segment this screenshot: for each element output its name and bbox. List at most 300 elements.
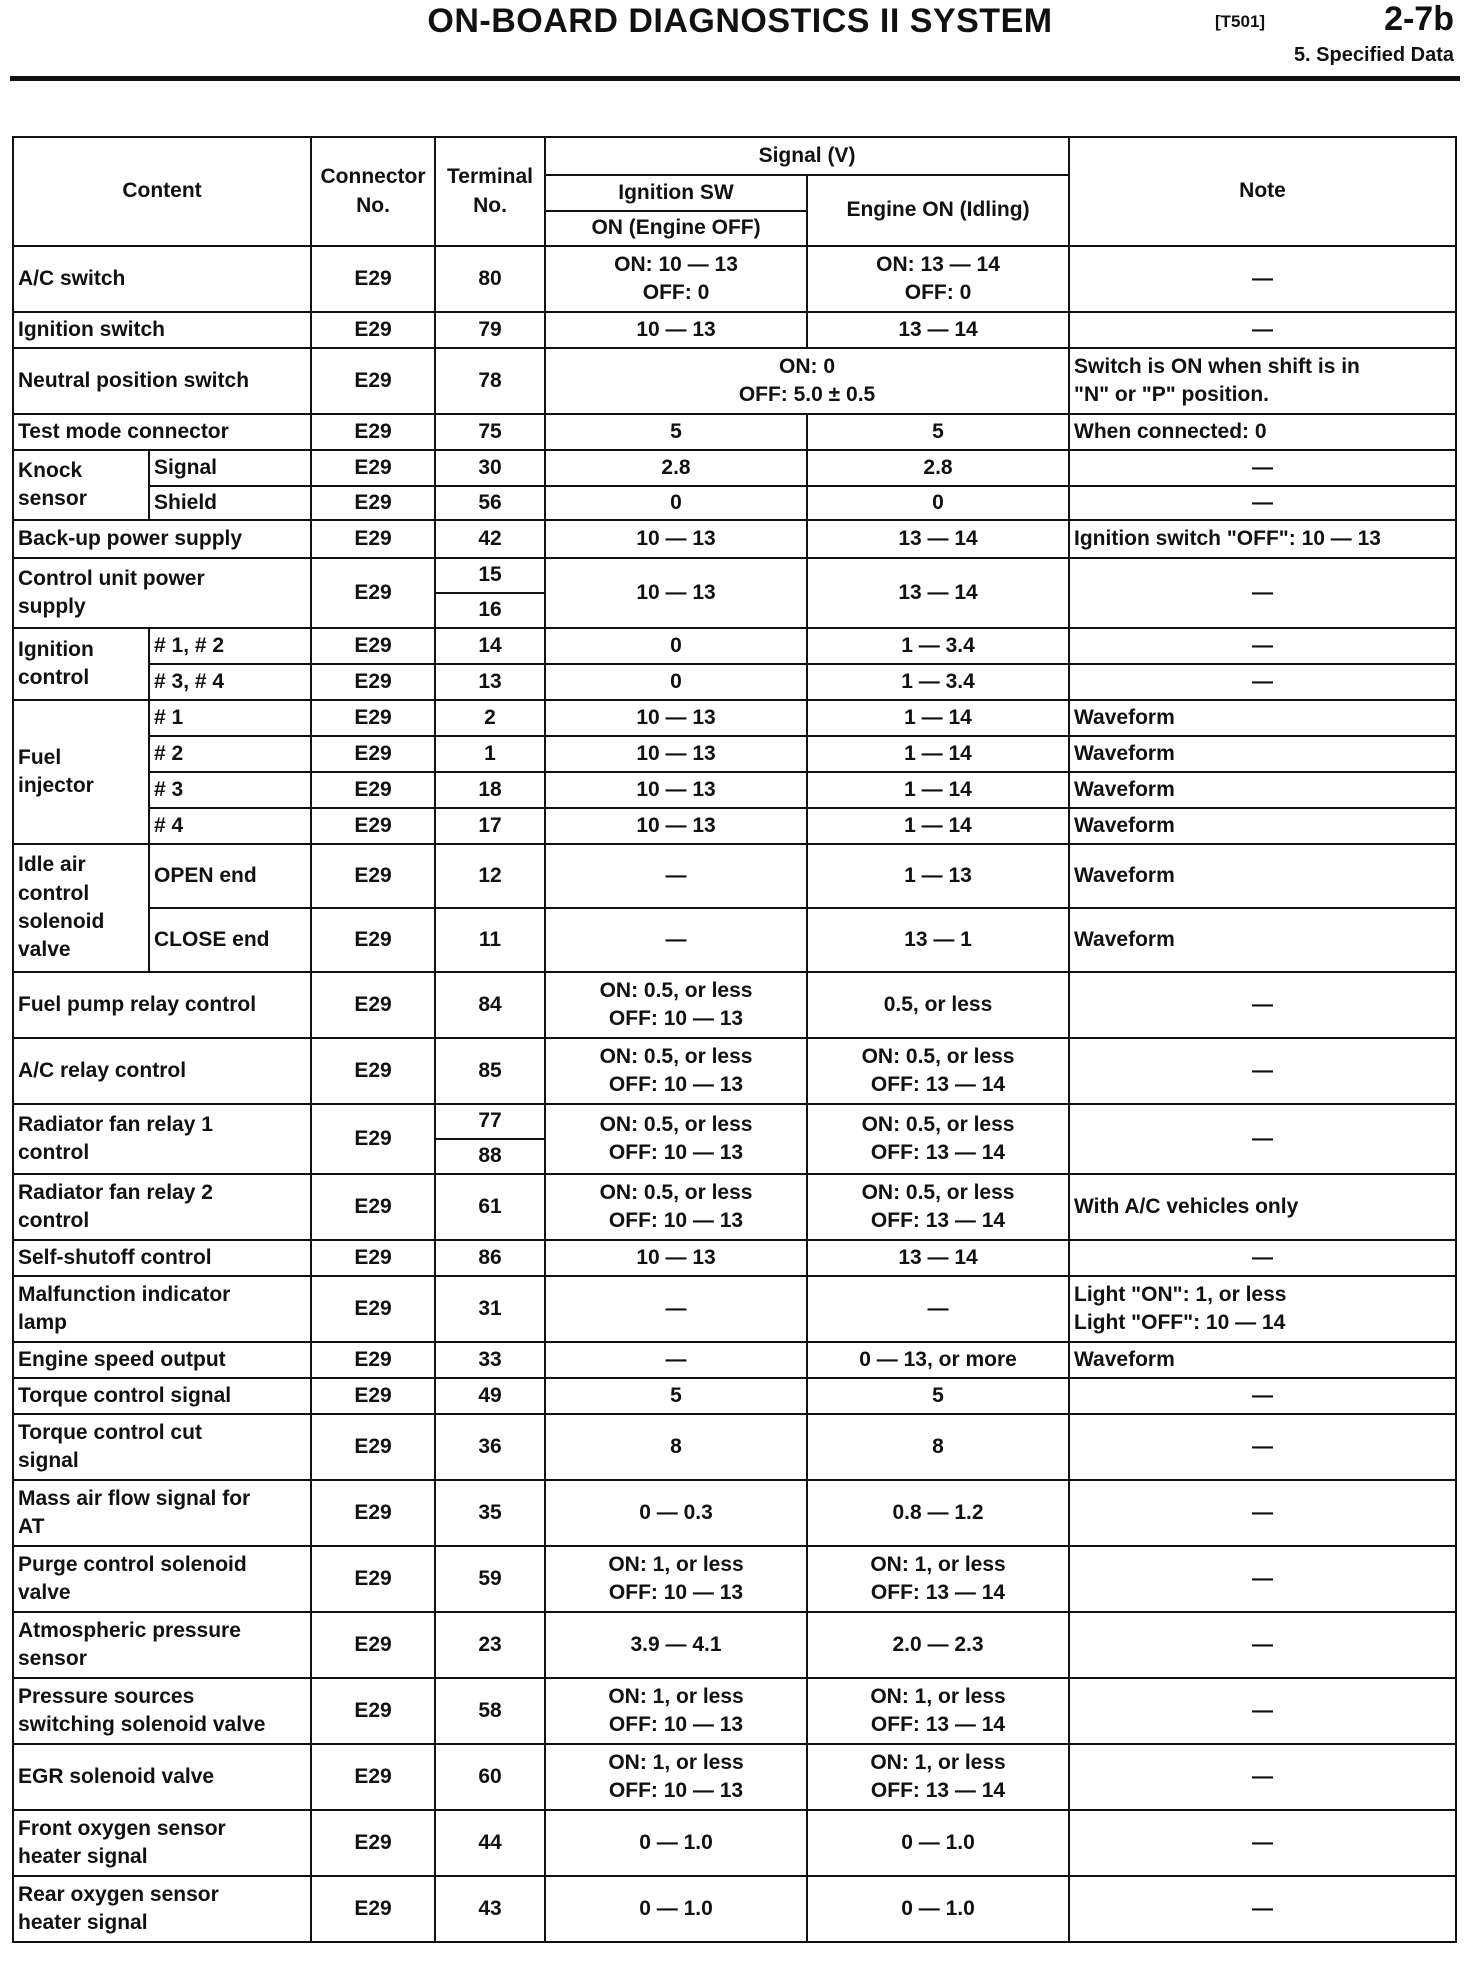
cell-text-line: ON: 1, or less [608, 1552, 744, 1576]
table-row [13, 312, 1456, 348]
table-cell: — [545, 1342, 807, 1378]
table-cell: 3.9 — 4.1 [545, 1612, 807, 1678]
cell-text-line: Ignition [18, 637, 94, 661]
table-cell: 13 — 1 [807, 908, 1069, 972]
cell-text-line: Mass air flow signal for [18, 1486, 251, 1510]
table-cell [1069, 348, 1456, 414]
table-cell: E29 [311, 972, 435, 1038]
table-cell: E29 [311, 486, 435, 520]
table-header-row [13, 137, 1456, 175]
header-on-engine-off: ON (Engine OFF) [545, 211, 807, 246]
cell-text-line: OFF: 10 — 13 [608, 1779, 744, 1802]
table-cell: — [1069, 1876, 1456, 1942]
table-row [13, 1276, 1456, 1342]
cell-text-line: heater signal [18, 1911, 148, 1934]
cell-text-line: supply [18, 595, 86, 618]
table-cell: E29 [311, 1378, 435, 1414]
table-cell [13, 1276, 311, 1342]
table-cell: 77 [435, 1104, 545, 1139]
table-cell: 49 [435, 1378, 545, 1414]
table-cell: E29 [311, 1174, 435, 1240]
cell-text-line: valve [18, 1581, 71, 1604]
table-cell: Waveform [1069, 908, 1456, 972]
table-cell: 0.5, or less [807, 972, 1069, 1038]
table-cell: 1 [435, 736, 545, 772]
table-cell: 23 [435, 1612, 545, 1678]
table-row [13, 628, 1456, 664]
table-cell: — [1069, 1810, 1456, 1876]
table-cell [545, 1038, 807, 1104]
table-cell: 0 — 13, or more [807, 1342, 1069, 1378]
table-cell: 0.8 — 1.2 [807, 1480, 1069, 1546]
table-cell: E29 [311, 348, 435, 414]
table-cell: 59 [435, 1546, 545, 1612]
table-cell: Waveform [1069, 772, 1456, 808]
table-cell: 33 [435, 1342, 545, 1378]
table-cell: 13 — 14 [807, 312, 1069, 348]
cell-text-line: ON: 0.5, or less [861, 1112, 1015, 1136]
cell-text-line: Idle air [18, 853, 86, 877]
table-row [13, 972, 1456, 1038]
cell-text-line: OFF: 10 — 13 [608, 1007, 744, 1030]
table-cell: 13 — 14 [807, 520, 1069, 558]
header-ignition-sw: Ignition SW [545, 175, 807, 211]
table-cell: # 1, # 2 [149, 628, 311, 664]
table-cell: 5 [807, 1378, 1069, 1414]
table-cell: E29 [311, 844, 435, 908]
header-terminal [435, 137, 545, 246]
table-cell: 43 [435, 1876, 545, 1942]
cell-text-line: OFF: 10 — 13 [608, 1073, 744, 1096]
table-cell: — [1069, 1480, 1456, 1546]
table-cell: 10 — 13 [545, 1240, 807, 1276]
cell-text-line: Purge control solenoid [18, 1552, 247, 1576]
cell-text-line: Control unit power [18, 566, 205, 590]
table-cell: 10 — 13 [545, 736, 807, 772]
table-cell [13, 1414, 311, 1480]
table-cell: — [1069, 246, 1456, 312]
table-cell: E29 [311, 1810, 435, 1876]
table-cell: 42 [435, 520, 545, 558]
cell-text-line: ON: 0.5, or less [599, 978, 753, 1002]
table-cell [807, 1546, 1069, 1612]
table-cell: EGR solenoid valve [13, 1744, 311, 1810]
table-cell [13, 1678, 311, 1744]
cell-text-line: Knock [18, 458, 83, 482]
table-cell: 44 [435, 1810, 545, 1876]
table-cell: E29 [311, 520, 435, 558]
table-cell: E29 [311, 700, 435, 736]
table-cell: E29 [311, 1038, 435, 1104]
table-cell: E29 [311, 736, 435, 772]
table-cell [13, 558, 311, 628]
table-cell: When connected: 0 [1069, 414, 1456, 450]
table-cell: 60 [435, 1744, 545, 1810]
table-cell: E29 [311, 1240, 435, 1276]
table-cell: E29 [311, 312, 435, 348]
table-cell: E29 [311, 558, 435, 628]
cell-text-line: ON: 13 — 14 [876, 252, 1000, 276]
cell-text-line: Pressure sources [18, 1684, 195, 1708]
table-cell: 2.0 — 2.3 [807, 1612, 1069, 1678]
table-cell: Shield [149, 486, 311, 520]
table-cell: With A/C vehicles only [1069, 1174, 1456, 1240]
table-cell [545, 1104, 807, 1174]
table-cell: Waveform [1069, 808, 1456, 844]
table-cell: 35 [435, 1480, 545, 1546]
cell-text-line: Front oxygen sensor [18, 1816, 226, 1840]
table-cell [13, 1546, 311, 1612]
table-cell: — [1069, 1104, 1456, 1174]
cell-text-line: Light "ON": 1, or less [1074, 1282, 1287, 1306]
table-cell [13, 1810, 311, 1876]
table-cell: 8 [807, 1414, 1069, 1480]
header-engine-on: Engine ON (Idling) [807, 175, 1069, 246]
table-row [13, 1174, 1456, 1240]
cell-text-line: Connector [320, 165, 426, 189]
cell-text-line: OFF: 10 — 13 [608, 1141, 744, 1164]
table-cell: A/C switch [13, 246, 311, 312]
table-cell: 11 [435, 908, 545, 972]
table-cell: A/C relay control [13, 1038, 311, 1104]
table-cell [1069, 1276, 1456, 1342]
table-cell: E29 [311, 1414, 435, 1480]
table-row [13, 1876, 1456, 1942]
table-cell: Signal [149, 450, 311, 486]
table-cell: 5 [545, 1378, 807, 1414]
table-cell: 10 — 13 [545, 808, 807, 844]
cell-text-line: solenoid [18, 910, 105, 933]
header-connector [311, 137, 435, 246]
table-row [13, 808, 1456, 844]
table-cell: — [545, 1276, 807, 1342]
table-row [13, 1480, 1456, 1546]
table-cell: Neutral position switch [13, 348, 311, 414]
cell-text-line: ON: 0.5, or less [861, 1044, 1015, 1068]
table-cell: 5 [545, 414, 807, 450]
table-cell: 2.8 [807, 450, 1069, 486]
cell-text-line: OFF: 0 [642, 281, 710, 304]
cell-text-line: OFF: 13 — 14 [870, 1209, 1006, 1232]
table-cell: E29 [311, 664, 435, 700]
table-cell: — [1069, 1038, 1456, 1104]
table-cell [545, 1174, 807, 1240]
table-row [13, 1546, 1456, 1612]
page-number: 2-7b [1384, 0, 1454, 38]
table-cell [545, 972, 807, 1038]
table-row [13, 1612, 1456, 1678]
table-cell: Waveform [1069, 844, 1456, 908]
table-cell [545, 1546, 807, 1612]
table-cell [13, 844, 149, 972]
page-title: ON-BOARD DIAGNOSTICS II SYSTEM [427, 2, 1053, 40]
cell-text-line: OFF: 13 — 14 [870, 1779, 1006, 1802]
table-row [13, 1744, 1456, 1810]
table-row [13, 348, 1456, 414]
table-cell: 1 — 3.4 [807, 628, 1069, 664]
table-cell: 14 [435, 628, 545, 664]
table-cell: E29 [311, 772, 435, 808]
table-cell [545, 1744, 807, 1810]
table-cell: 17 [435, 808, 545, 844]
table-row [13, 486, 1456, 520]
table-cell: E29 [311, 1104, 435, 1174]
table-cell: 0 — 0.3 [545, 1480, 807, 1546]
cell-text-line: Torque control cut [18, 1420, 202, 1444]
table-cell: Ignition switch [13, 312, 311, 348]
table-cell: E29 [311, 1342, 435, 1378]
cell-text-line: OFF: 13 — 14 [870, 1581, 1006, 1604]
table-row [13, 1104, 1456, 1139]
page-code: [T501] [1215, 12, 1266, 31]
table-cell: 36 [435, 1414, 545, 1480]
table-cell: 88 [435, 1139, 545, 1174]
table-cell: — [1069, 1414, 1456, 1480]
table-cell: 12 [435, 844, 545, 908]
table-cell: 79 [435, 312, 545, 348]
table-cell: # 3 [149, 772, 311, 808]
cell-text-line: Radiator fan relay 2 [18, 1180, 213, 1204]
table-cell: 1 — 3.4 [807, 664, 1069, 700]
table-cell: 10 — 13 [545, 700, 807, 736]
table-cell [13, 1104, 311, 1174]
table-cell [807, 246, 1069, 312]
table-cell: Waveform [1069, 736, 1456, 772]
table-cell: 10 — 13 [545, 772, 807, 808]
table-cell: 0 [545, 664, 807, 700]
table-cell: # 4 [149, 808, 311, 844]
cell-text-line: OFF: 10 — 13 [608, 1209, 744, 1232]
table-cell: 0 [545, 486, 807, 520]
table-cell: — [1069, 972, 1456, 1038]
table-cell: OPEN end [149, 844, 311, 908]
header-signal: Signal (V) [545, 137, 1069, 175]
table-cell: 78 [435, 348, 545, 414]
cell-text-line: switching solenoid valve [18, 1713, 266, 1736]
cell-text-line: signal [18, 1449, 79, 1472]
table-row [13, 414, 1456, 450]
cell-text-line: ON: 1, or less [870, 1552, 1006, 1576]
table-cell: 13 — 14 [807, 1240, 1069, 1276]
table-row [13, 1378, 1456, 1414]
table-cell: 0 — 1.0 [807, 1810, 1069, 1876]
table-cell [807, 1104, 1069, 1174]
cell-text-line: sensor [18, 487, 87, 510]
table-cell: — [1069, 1546, 1456, 1612]
cell-text-line: Atmospheric pressure [18, 1618, 241, 1642]
table-cell: — [545, 908, 807, 972]
cell-text-line: Rear oxygen sensor [18, 1882, 219, 1906]
table-cell: 30 [435, 450, 545, 486]
table-cell: 0 [545, 628, 807, 664]
table-cell: 86 [435, 1240, 545, 1276]
table-cell: E29 [311, 1876, 435, 1942]
table-cell: 0 [807, 486, 1069, 520]
table-row [13, 558, 1456, 593]
table-cell: Ignition switch "OFF": 10 — 13 [1069, 520, 1456, 558]
table-cell: 61 [435, 1174, 545, 1240]
cell-text-line: No. [356, 193, 390, 217]
table-cell: 8 [545, 1414, 807, 1480]
table-cell: Torque control signal [13, 1378, 311, 1414]
cell-text-line: control [18, 666, 90, 689]
table-cell: — [1069, 664, 1456, 700]
cell-text-line: OFF: 5.0 ± 0.5 [738, 383, 876, 406]
table-cell: 2 [435, 700, 545, 736]
table-cell [807, 1744, 1069, 1810]
table-cell: # 2 [149, 736, 311, 772]
table-cell: 10 — 13 [545, 312, 807, 348]
table-row [13, 772, 1456, 808]
table-cell: 10 — 13 [545, 520, 807, 558]
header-rule [10, 76, 1460, 81]
table-row [13, 246, 1456, 312]
cell-text-line: lamp [18, 1311, 68, 1334]
table-row [13, 844, 1456, 908]
table-cell [13, 450, 149, 520]
cell-text-line: ON: 1, or less [608, 1684, 744, 1708]
table-row [13, 1414, 1456, 1480]
cell-text-line: Malfunction indicator [18, 1282, 231, 1306]
table-cell: 13 — 14 [807, 558, 1069, 628]
table-cell: — [1069, 1744, 1456, 1810]
table-cell: E29 [311, 450, 435, 486]
cell-text-line: Fuel [18, 745, 62, 769]
table-cell: 10 — 13 [545, 558, 807, 628]
table-cell: Fuel pump relay control [13, 972, 311, 1038]
cell-text-line: ON: 1, or less [870, 1684, 1006, 1708]
table-row [13, 520, 1456, 558]
cell-text-line: OFF: 13 — 14 [870, 1073, 1006, 1096]
cell-text-line: No. [473, 193, 507, 217]
table-cell: 18 [435, 772, 545, 808]
table-cell: CLOSE end [149, 908, 311, 972]
table-cell: — [1069, 1240, 1456, 1276]
table-row [13, 1342, 1456, 1378]
table-cell [13, 700, 149, 844]
table-cell: E29 [311, 246, 435, 312]
table-cell: # 3, # 4 [149, 664, 311, 700]
table-row [13, 450, 1456, 486]
cell-text-line: ON: 10 — 13 [614, 252, 738, 276]
table-cell: 56 [435, 486, 545, 520]
table-cell: — [807, 1276, 1069, 1342]
cell-text-line: Radiator fan relay 1 [18, 1112, 213, 1136]
table-cell: 1 — 14 [807, 808, 1069, 844]
table-cell: 0 — 1.0 [545, 1876, 807, 1942]
table-cell: 31 [435, 1276, 545, 1342]
specified-data-table [12, 136, 1457, 1943]
header-note: Note [1069, 137, 1456, 246]
table-cell: E29 [311, 1678, 435, 1744]
table-cell: — [545, 844, 807, 908]
table-cell: 1 — 13 [807, 844, 1069, 908]
table-cell: 85 [435, 1038, 545, 1104]
cell-text-line: OFF: 10 — 13 [608, 1713, 744, 1736]
cell-text-line: ON: 0.5, or less [861, 1180, 1015, 1204]
table-cell: E29 [311, 1612, 435, 1678]
cell-text-line: OFF: 10 — 13 [608, 1581, 744, 1604]
cell-text-line: ON: 0.5, or less [599, 1180, 753, 1204]
table-cell: 80 [435, 246, 545, 312]
table-cell: Engine speed output [13, 1342, 311, 1378]
table-cell: 1 — 14 [807, 700, 1069, 736]
table-cell [13, 1876, 311, 1942]
table-cell: 5 [807, 414, 1069, 450]
table-cell: — [1069, 1378, 1456, 1414]
table-cell: 13 [435, 664, 545, 700]
table-cell: — [1069, 450, 1456, 486]
table-cell [807, 1678, 1069, 1744]
cell-text-line: heater signal [18, 1845, 148, 1868]
table-row [13, 1810, 1456, 1876]
table-cell: — [1069, 1678, 1456, 1744]
table-cell: E29 [311, 1480, 435, 1546]
cell-text-line: sensor [18, 1647, 87, 1670]
cell-text-line: control [18, 1209, 90, 1232]
table-cell: Waveform [1069, 700, 1456, 736]
table-cell: 0 — 1.0 [807, 1876, 1069, 1942]
cell-text-line: ON: 0 [779, 354, 836, 378]
table-cell: E29 [311, 1744, 435, 1810]
table-cell: 1 — 14 [807, 736, 1069, 772]
table-cell: 58 [435, 1678, 545, 1744]
cell-text-line: ON: 0.5, or less [599, 1044, 753, 1068]
table-cell [545, 1678, 807, 1744]
table-cell [545, 348, 1069, 414]
table-cell [807, 1174, 1069, 1240]
cell-text-line: AT [18, 1515, 45, 1538]
table-row [13, 736, 1456, 772]
table-row [13, 664, 1456, 700]
cell-text-line: control [18, 881, 90, 905]
cell-text-line: OFF: 0 [904, 281, 972, 304]
cell-text-line: Light "OFF": 10 — 14 [1074, 1311, 1286, 1334]
table-cell: E29 [311, 1546, 435, 1612]
table-cell: 0 — 1.0 [545, 1810, 807, 1876]
table-cell [807, 1038, 1069, 1104]
cell-text-line: "N" or "P" position. [1074, 383, 1270, 406]
cell-text-line: valve [18, 938, 71, 962]
cell-text-line: OFF: 13 — 14 [870, 1713, 1006, 1736]
cell-text-line: OFF: 13 — 14 [870, 1141, 1006, 1164]
table-cell: # 1 [149, 700, 311, 736]
table-row [13, 700, 1456, 736]
table-row [13, 1038, 1456, 1104]
table-cell: 16 [435, 593, 545, 628]
table-cell: 75 [435, 414, 545, 450]
table-cell: 84 [435, 972, 545, 1038]
table-cell: Waveform [1069, 1342, 1456, 1378]
table-cell: E29 [311, 414, 435, 450]
cell-text-line: injector [18, 774, 94, 797]
section-title: 5. Specified Data [1293, 44, 1454, 66]
cell-text-line: ON: 0.5, or less [599, 1112, 753, 1136]
table-cell: 1 — 14 [807, 772, 1069, 808]
table-cell: 2.8 [545, 450, 807, 486]
cell-text-line: Switch is ON when shift is in [1074, 354, 1360, 378]
table-cell [13, 1612, 311, 1678]
table-cell [13, 1174, 311, 1240]
table-cell: E29 [311, 808, 435, 844]
table-cell: Self-shutoff control [13, 1240, 311, 1276]
table-row [13, 908, 1456, 972]
cell-text-line: ON: 1, or less [870, 1750, 1006, 1774]
cell-text-line: ON: 1, or less [608, 1750, 744, 1774]
table-cell: E29 [311, 1276, 435, 1342]
header-content: Content [13, 137, 311, 246]
table-cell: E29 [311, 908, 435, 972]
